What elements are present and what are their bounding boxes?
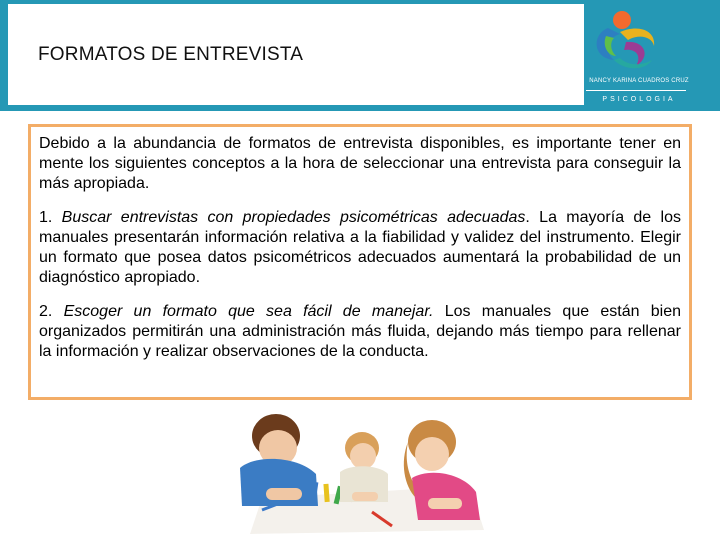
logo-divider (586, 90, 686, 91)
item-1-text: . La mayoría de los manuales presentarán información relativa a la fiabilidad y validez del instrumento. Elegir un formato que posea datos psicométricos adecuados aumentará la probabilidad de un diagnóstico apropiado. (39, 209, 681, 286)
logo-subtitle: PSICOLOGIA (602, 96, 676, 103)
title-box (8, 4, 584, 105)
item-1-paragraph (39, 208, 681, 288)
item-1-number: 1. (39, 209, 53, 226)
header-banner (0, 0, 720, 111)
page-title: FORMATOS DE ENTREVISTA (38, 44, 304, 65)
item-1-heading: Buscar entrevistas con propiedades psicométricas adecuadas (61, 209, 526, 226)
item-2-heading: Escoger un formato que sea fácil de manejar. (63, 303, 434, 320)
children-drawing-icon (232, 402, 490, 536)
children-drawing-photo (232, 402, 490, 536)
item-2-number: 2. (39, 303, 53, 320)
intro-paragraph: Debido a la abundancia de formatos de entrevista disponibles, es importante tener en mente los siguientes conceptos a la hora de seleccionar una entrevista para conseguir la más apropiada. (39, 135, 681, 192)
content-box (28, 124, 692, 400)
logo-name: NANCY KARINA CUADROS CRUZ (589, 78, 689, 84)
logo (586, 6, 692, 106)
psychology-logo-icon (586, 6, 692, 76)
item-2-text: Los manuales que están bien organizados permitirán una administración más fluida, dejando más tiempo para rellenar la información y realizar observaciones de la conducta. (39, 303, 682, 360)
item-2-paragraph (39, 302, 681, 362)
